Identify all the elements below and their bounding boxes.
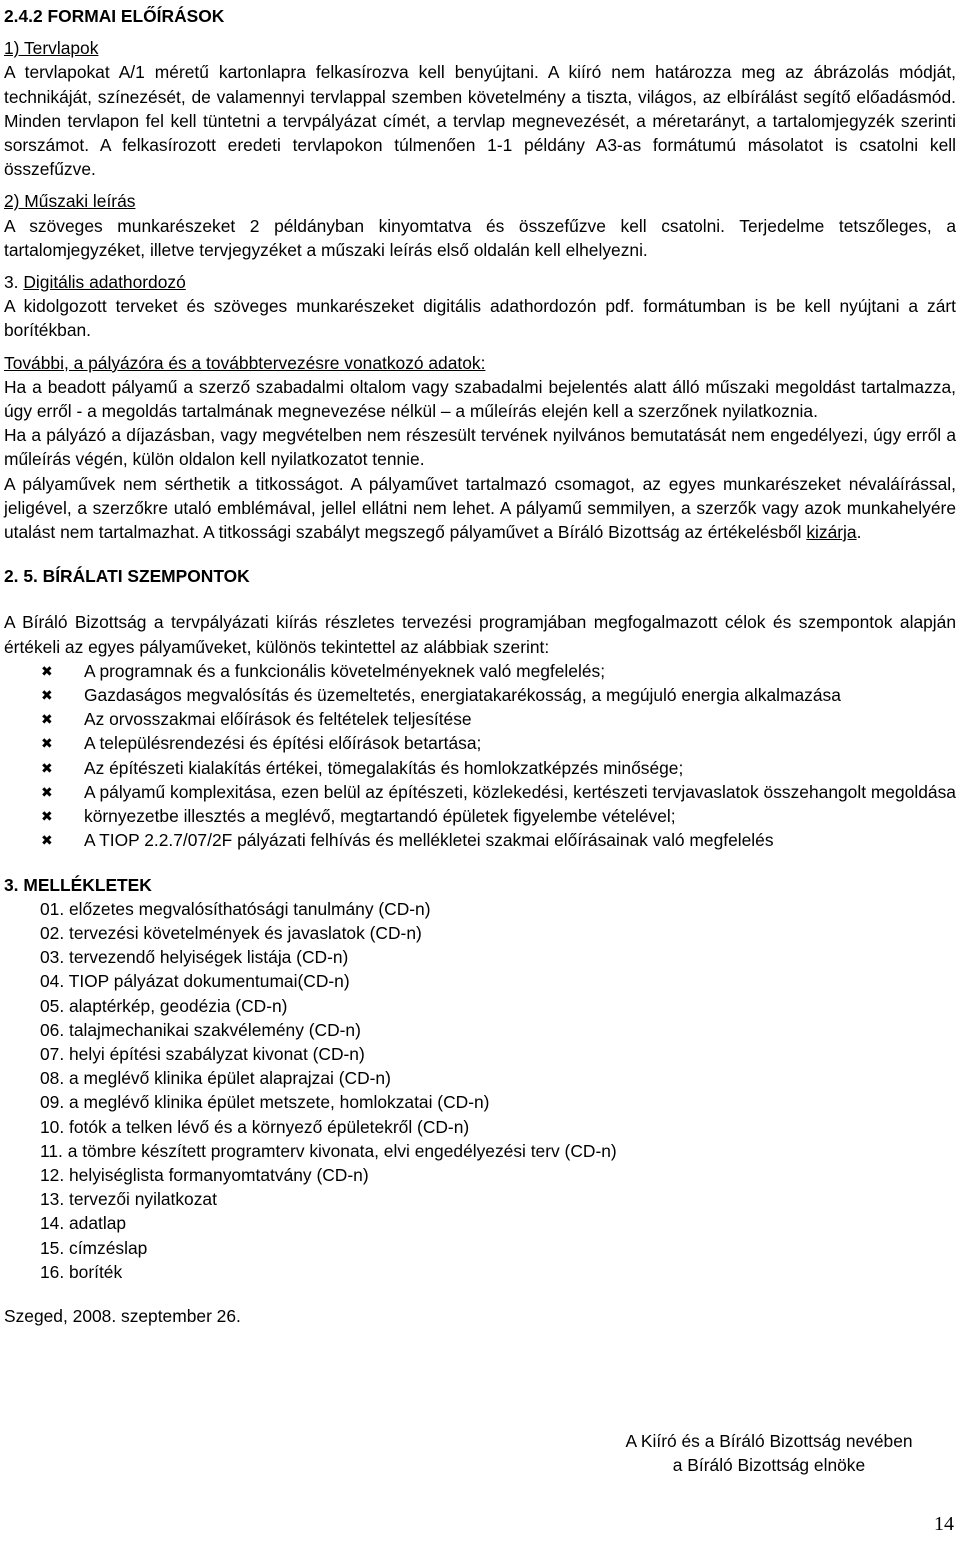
criteria-item-text: Az építészeti kialakítás értékei, tömegalakítás és homlokzatképzés minősége; [84,757,684,778]
criteria-item [4,683,956,707]
annex-item: 16. boríték [40,1261,123,1282]
criteria-item [4,804,956,828]
document-page [4,4,956,1328]
section-heading-annexes: 3. MELLÉKLETEK [4,874,152,895]
paragraph-digital-media: A kidolgozott terveket és szöveges munkarészeket digitális adathordozón pdf. formátumban is be kell nyújtani a zárt borítékban. [4,296,956,341]
page-number: 14 [934,1513,954,1535]
criteria-item-text: Az orvosszakmai előírások és feltételek teljesítése [84,709,472,730]
cross-bullet-icon: ✖ [41,735,53,752]
signature-block [604,1429,934,1477]
annex-item: 08. a meglévő klinika épület alaprajzai (CD-n) [40,1068,391,1089]
criteria-item [4,780,956,804]
annex-item: 06. talajmechanikai szakvélemény (CD-n) [40,1019,361,1040]
annex-list [4,897,956,1284]
subheading-plans: 1) Tervlapok [4,38,99,59]
criteria-item [4,731,956,755]
subheading-digital-number: 3. [4,272,19,293]
cross-bullet-icon: ✖ [41,808,53,825]
annex-item: 01. előzetes megvalósíthatósági tanulmány (CD-n) [40,898,431,919]
criteria-item [4,659,956,683]
signature-line-1: A Kiíró és a Bíráló Bizottság nevében [625,1431,913,1451]
annex-item: 03. tervezendő helyiségek listája (CD-n) [40,947,349,968]
cross-bullet-icon: ✖ [41,687,53,704]
paragraph-technical-description: A szöveges munkarészeket 2 példányban kinyomtatva és összefűzve kell csatolni. Terjedelme tetszőleges, a tartalomjegyzéket, illetve tervjegyzéket a műszaki leírás első oldalán kell elhelyezni. [4,215,956,260]
criteria-item-text: A TIOP 2.2.7/07/2F pályázati felhívás és mellékletei szakmai előírásainak való megfelelés [84,830,774,851]
paragraph-patent: Ha a beadott pályamű a szerző szabadalmi oltalom vagy szabadalmi bejelentés alatt álló műszaki megoldást tartalmazza, úgy erről - a megoldás tartalmának megnevezése nélkül – a műleírás elején kell a szerzőnek nyilatkoznia. [4,376,956,422]
place-and-date: Szeged, 2008. szeptember 26. [4,1305,241,1326]
cross-bullet-icon: ✖ [41,832,53,849]
annex-item: 15. címzéslap [40,1237,148,1258]
criteria-item-text: A pályamű komplexitása, ezen belül az építészeti, közlekedési, kertészeti tervjavaslatok összehangolt megoldása [84,781,956,802]
section-heading-formal-requirements: 2.4.2 FORMAI ELŐÍRÁSOK [4,6,225,26]
paragraph-plans: A tervlapokat A/1 méretű kartonlapra felkasírozva kell benyújtani. A kiíró nem határozza meg az ábrázolás módját, technikáját, színezését, de valamennyi tervlappal szemben követelmény a tiszta, világos, az elbírálást segítő előadásmód. Minden tervlapon fel kell tüntetni a tervpályázat címét, a tervlap megnevezését, a méretarányt, a tartalomjegyzék szerinti sorszámot. A felkasírozott eredeti tervlapokon túlmenően 1-1 példány A3-as formátumú másolatot is csatolni kell összefűzve. [4,62,956,180]
cross-bullet-icon: ✖ [41,783,53,800]
paragraph-criteria-intro: A Bíráló Bizottság a tervpályázati kiírás részletes tervezési programjában megfogalmazott célok és szempontok alapján értékeli az egyes pályaműveket, különös tekintettel az alábbiak szerint: [4,612,956,657]
criteria-item [4,707,956,731]
annex-item: 13. tervezői nyilatkozat [40,1189,217,1210]
criteria-item-text: A programnak és a funkcionális követelményeknek való megfelelés; [84,660,606,681]
criteria-item-text: A településrendezési és építési előírások betartása; [84,733,482,754]
annex-item: 14. adatlap [40,1213,127,1234]
secrecy-text-end: . [856,522,862,543]
annex-item: 11. a tömbre készített programterv kivonata, elvi engedélyezési terv (CD-n) [40,1140,617,1161]
subheading-digital-title: Digitális adathordozó [23,272,186,293]
criteria-item [4,828,956,852]
cross-bullet-icon: ✖ [41,711,53,728]
criteria-item-text: környezetbe illesztés a meglévő, megtartandó épületek figyelembe vételével; [84,806,676,827]
criteria-item [4,756,956,780]
annex-item: 05. alaptérkép, geodézia (CD-n) [40,995,288,1016]
section-heading-evaluation-criteria: 2. 5. BÍRÁLATI SZEMPONTOK [4,566,250,587]
cross-bullet-icon: ✖ [41,759,53,776]
subheading-technical-description: 2) Műszaki leírás [4,191,136,212]
subheading-digital-media [4,270,956,294]
paragraph-publication: Ha a pályázó a díjazásban, vagy megvételben nem részesült tervének nyilvános bemutatását nem engedélyezi, úgy erről a műleírás végén, külön oldalon kell nyilatkozatot tennie. [4,425,956,470]
annex-item: 04. TIOP pályázat dokumentumai(CD-n) [40,971,350,992]
criteria-item-text: Gazdaságos megvalósítás és üzemeltetés, energiatakarékosság, a megújuló energia alkalmazása [84,685,841,706]
secrecy-text: A pályaművek nem sérthetik a titkosságot. A pályaművet tartalmazó csomagot, az egyes munkarészeket névaláírással, jeligével, a szerzőkre utaló emblémával, jellel ellátni nem lehet. A pályamű semmilyen, a szerzők vagy azok munkahelyére utalást nem tartalmazhat. A titkossági szabályt megszegő pályaművet a Bíráló Bizottság az értékelésből [4,473,956,543]
criteria-list [4,659,956,853]
paragraph-secrecy [4,472,956,545]
signature-line-2: a Bíráló Bizottság elnöke [672,1455,866,1475]
secrecy-exclusion-word: kizárja [806,522,857,543]
annex-item: 07. helyi építési szabályzat kivonat (CD-n) [40,1043,365,1064]
subheading-further-data: További, a pályázóra és a továbbtervezésre vonatkozó adatok: [4,352,486,373]
annex-item: 10. fotók a telken lévő és a környező épületekről (CD-n) [40,1116,470,1137]
annex-item: 02. tervezési követelmények és javaslatok (CD-n) [40,922,422,943]
annex-item: 12. helyiséglista formanyomtatvány (CD-n) [40,1164,369,1185]
cross-bullet-icon: ✖ [41,662,53,679]
annex-item: 09. a meglévő klinika épület metszete, homlokzatai (CD-n) [40,1092,490,1113]
